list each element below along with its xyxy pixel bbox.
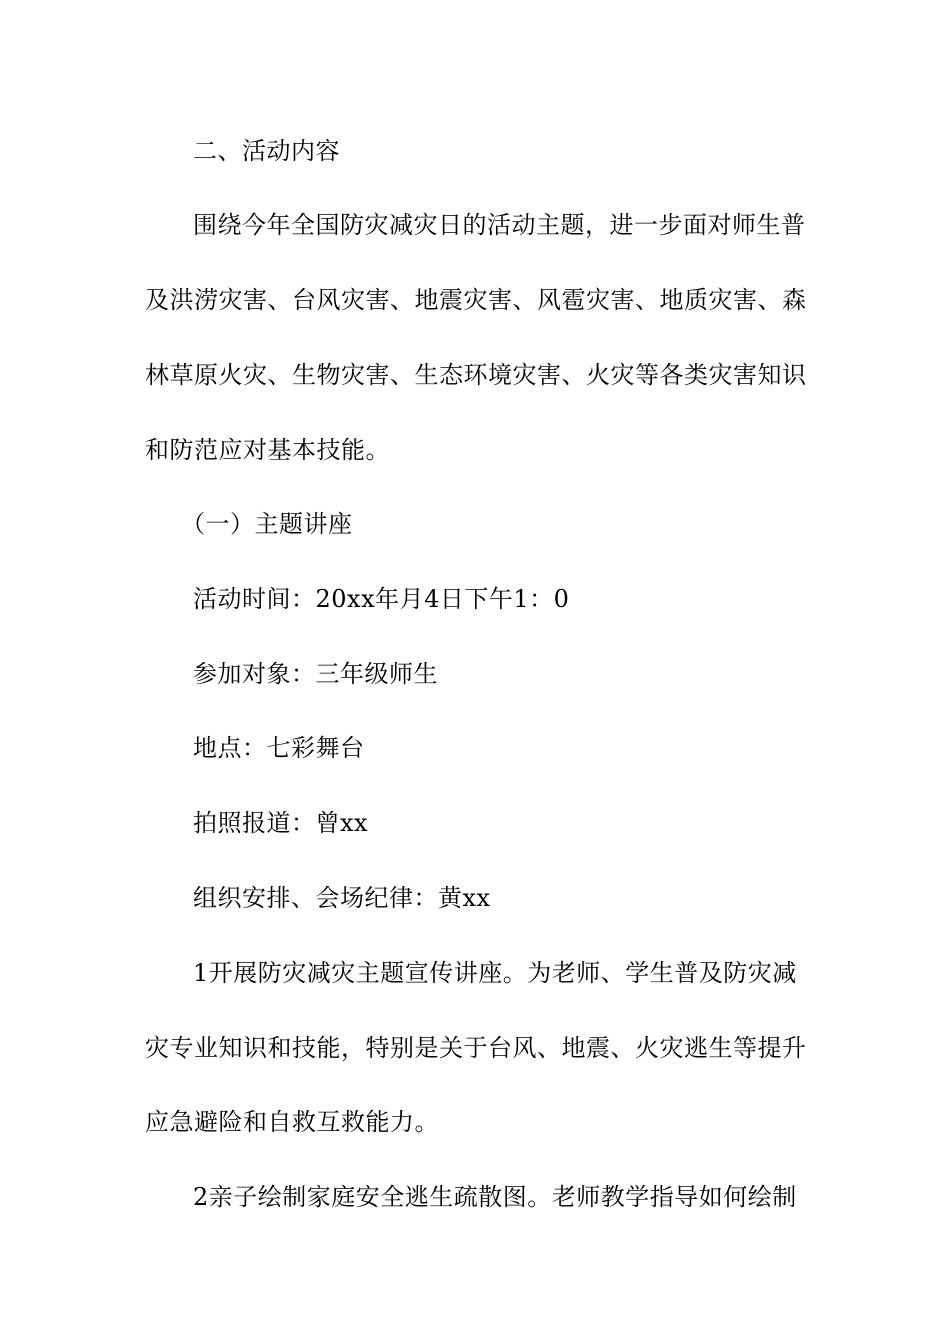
detail-organize: 组织安排、会场纪律：黄xx [193,884,491,912]
detail-audience: 参加对象：三年级师生 [193,660,438,688]
detail-photo: 拍照报道：曾xx [193,809,369,837]
item2-line-1: 2亲子绘制家庭安全逃生疏散图。老师教学指导如何绘制 [193,1183,797,1211]
item1-line-2: 灾专业知识和技能，特别是关于台风、地震、火灾逃生等提升 [145,1034,807,1062]
detail-time: 活动时间：20xx年月4日下午1：0 [193,585,570,613]
intro-line-2: 及洪涝灾害、台风灾害、地震灾害、风雹灾害、地质灾害、森 [145,286,807,314]
intro-line-3: 林草原火灾、生物灾害、生态环境灾害、火灾等各类灾害知识 [145,361,807,389]
section-heading: 二、活动内容 [193,137,340,165]
item1-line-1: 1开展防灾减灾主题宣传讲座。为老师、学生普及防灾减 [193,959,797,987]
intro-line-1: 围绕今年全国防灾减灾日的活动主题，进一步面对师生普 [193,211,806,239]
detail-location: 地点：七彩舞台 [193,734,365,762]
subsection-heading: （一）主题讲座 [181,510,353,538]
intro-line-4: 和防范应对基本技能。 [145,436,390,464]
item1-line-3: 应急避险和自救互救能力。 [145,1108,439,1136]
